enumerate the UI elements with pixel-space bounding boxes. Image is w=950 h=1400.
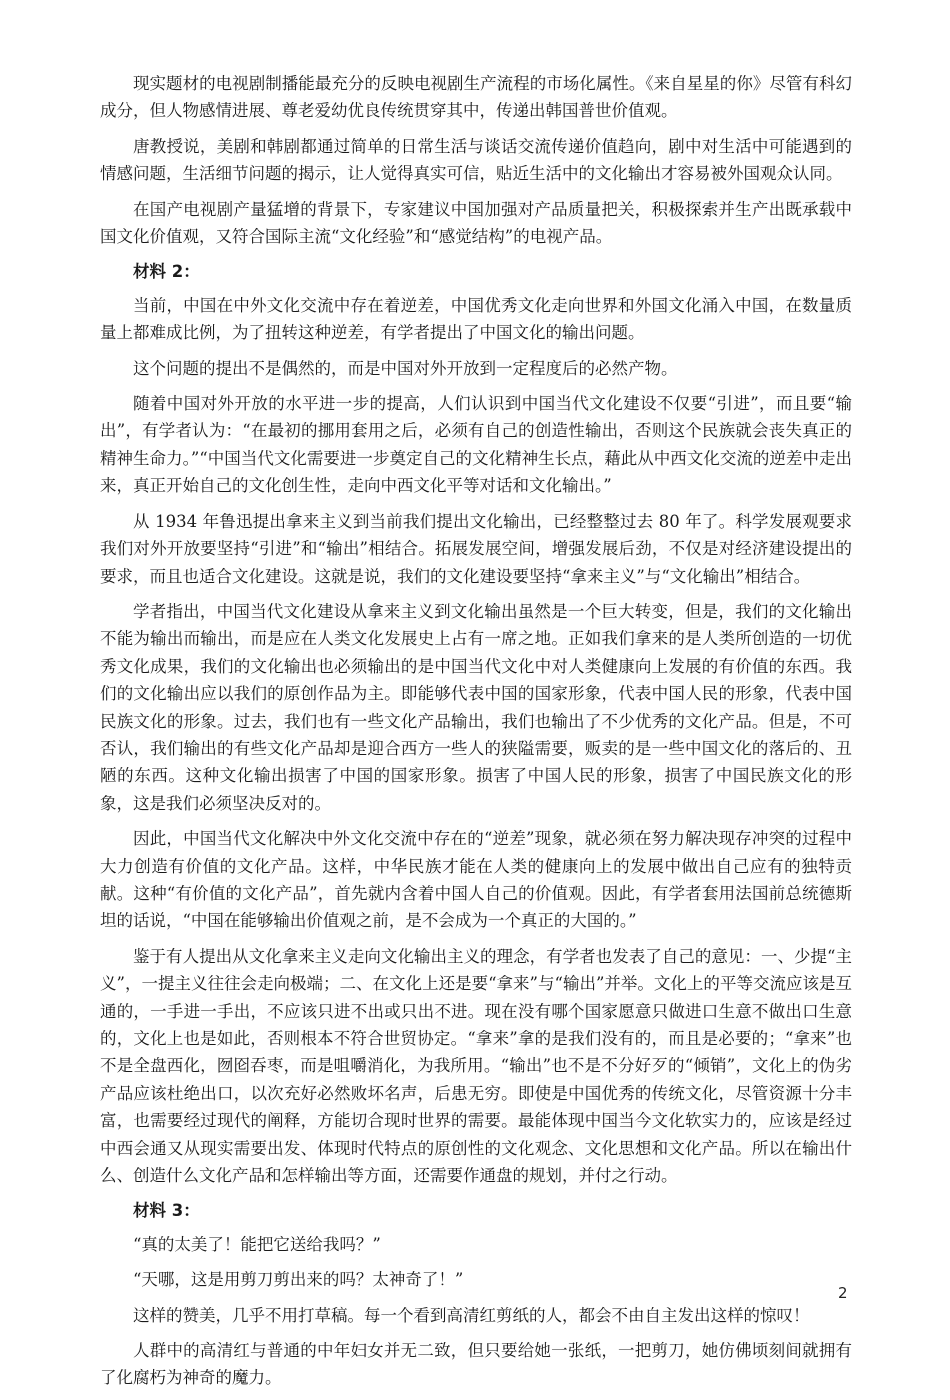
paragraph-1: 现实题材的电视剧制播能最充分的反映电视剧生产流程的市场化属性。《来自星星的你》尽管有科幻成分，但人物感情进展、尊老爱幼优良传统贯穿其中，传递出韩国普世价值观。 [100,74,852,121]
paragraph-3: 在国产电视剧产量猛增的背景下，专家建议中国加强对产品质量把关，积极探索并生产出既承载中国文化价值观，又符合国际主流“文化经验”和“感觉结构”的电视产品。 [100,199,852,247]
section-heading-material-3: 材料 3： [133,1201,200,1221]
paragraph-9: 因此，中国当代文化解决中外文化交流中存在的“逆差”现象，就必须在努力解决现存冲突的过程中大力创造有价值的文化产品。这样，中华民族才能在人类的健康向上的发展中做出自己应有的独特贡献。这种“有价值的文化产品”，首先就内含着中国人自己的价值观。因此，有学者套用法国前总统德斯坦的话说，“中国在能够输出价值观之前，是不会成为一个真正的大国的。” [100,829,852,931]
paragraph-6: 随着中国对外开放的水平进一步的提高，人们认识到中国当代文化建设不仅要“引进”，而且要“输出”，有学者认为：“在最初的挪用套用之后，必须有自己的创造性输出，否则这个民族就会丧失真正的精神生命力。”“中国当代文化需要进一步奠定自己的文化精神生长点，藉此从中西文化交流的逆差中走出来，真正开始自己的文化创生性，走向中西文化平等对话和文化输出。” [100,394,852,496]
page-number: 2 [838,1284,848,1302]
paragraph-10: 鉴于有人提出从文化拿来主义走向文化输出主义的理念，有学者也发表了自己的意见：一、少提“主义”，一提主义往往会走向极端；二、在文化上还是要“拿来”与“输出”并举。文化上的平等交流应该是互通的，一手进一手出，不应该只进不出或只出不进。现在没有哪个国家愿意只做进口生意不做出口生意的，文化上也是如此，否则根本不符合世贸协定。“拿来”拿的是我们没有的，而且是必要的；“拿来”也不是全盘西化，囫囵吞枣，而是咀嚼消化，为我所用。“输出”也不是不分好歹的“倾销”，文化上的伪劣产品应该杜绝出口，以次充好必然败坏名声，后患无穷。即使是中国优秀的传统文化，尽管资源十分丰富，也需要经过现代的阐释，方能切合现时世界的需要。最能体现中国当今文化软实力的，应该是经过中西会通又从现实需要出发、体现时代特点的原创性的文化观念、文化思想和文化产品。所以在输出什么、创造什么文化产品和怎样输出等方面，还需要作通盘的规划，并付之行动。 [100,946,852,1186]
paragraph-2: 唐教授说，美剧和韩剧都通过简单的日常生活与谈话交流传递价值趋向，剧中对生活中可能遇到的情感问题，生活细节问题的揭示，让人觉得真实可信，贴近生活中的文化输出才容易被外国观众认同。 [100,136,852,184]
paragraph-12: 人群中的高清红与普通的中年妇女并无二致，但只要给她一张纸，一把剪刀，她仿佛顷刻间就拥有了化腐朽为神奇的魔力。 [100,1341,852,1388]
section-heading-material-2: 材料 2： [133,262,200,282]
paragraph-4: 当前，中国在中外文化交流中存在着逆差，中国优秀文化走向世界和外国文化涌入中国，在数量质量上都难成比例，为了扭转这种逆差，有学者提出了中国文化的输出问题。 [100,295,852,343]
quote-2: “天哪，这是用剪刀剪出来的吗？太神奇了！” [133,1270,464,1290]
paragraph-11: 这样的赞美，几乎不用打草稿。每一个看到高清红剪纸的人，都会不由自主发出这样的惊叹！ [133,1305,810,1325]
paragraph-5: 这个问题的提出不是偶然的，而是中国对外开放到一定程度后的必然产物。 [133,358,678,378]
paragraph-7: 从 1934 年鲁迅提出拿来主义到当前我们提出文化输出，已经整整过去 80 年了。科学发展观要求我们对外开放要坚持“引进”和“输出”相结合。拓展发展空间，增强发展后劲，不仅是对经济建设提出的要求，而且也适合文化建设。这就是说，我们的文化建设要坚持“拿来主义”与“文化输出”相结合。 [100,511,852,586]
quote-1: “真的太美了！能把它送给我吗？” [133,1234,381,1254]
paragraph-8: 学者指出，中国当代文化建设从拿来主义到文化输出虽然是一个巨大转变，但是，我们的文化输出不能为输出而输出，而是应在人类文化发展史上占有一席之地。正如我们拿来的是人类所创造的一切优秀文化成果，我们的文化输出也必须输出的是中国当代文化中对人类健康向上发展的有价值的东西。我们的文化输出应以我们的原创作品为主。即能够代表中国的国家形象，代表中国人民的形象，代表中国民族文化的形象。过去，我们也有一些文化产品输出，我们也输出了不少优秀的文化产品。但是，不可否认，我们输出的有些文化产品却是迎合西方一些人的狭隘需要，贩卖的是一些中国文化的落后的、丑陋的东西。这种文化输出损害了中国的国家形象。损害了中国人民的形象，损害了中国民族文化的形象，这是我们必须坚决反对的。 [100,601,852,813]
page-content [100,70,852,1400]
